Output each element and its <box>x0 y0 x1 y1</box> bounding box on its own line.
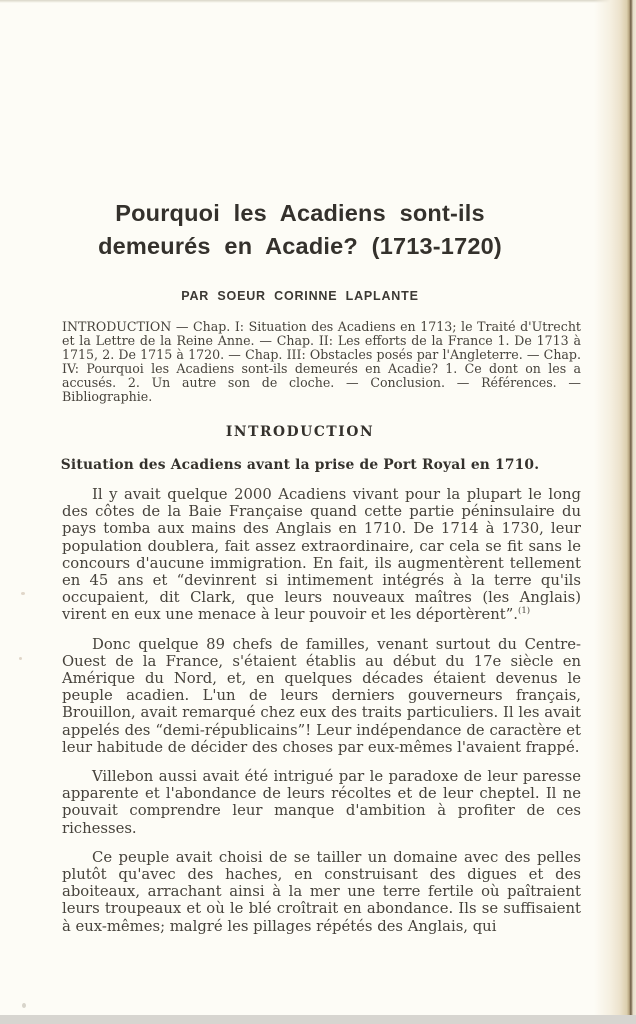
author-byline: PAR SOEUR CORINNE LAPLANTE <box>181 289 419 303</box>
footnote-marker: (1) <box>518 606 531 617</box>
paragraph-text: Il y avait quelque 2000 Acadiens vivant pour la plupart le long des côtes de la Baie Française quand cette partie péninsulaire du pays tomba aux mains des Anglais en 1710. De 1714 à 1730, leur population doublera, fait assez extraordinaire, car cela se fit sans le concours d'aucune immigration. En fait, ils augmentèrent tellement en 45 ans et “devinrent si intimement intégrés à la terre qu'ils occupaient, dit Clark, que leurs nouveaux maîtres (les Anglais) virent en eux une menace à leur pouvoir et les déportèrent”. <box>62 486 581 624</box>
scan-bottom-edge <box>0 1015 636 1024</box>
chapter-summary: INTRODUCTION — Chap. I: Situation des Acadiens en 1713; le Traité d'Utrecht et la Lettre de la Reine Anne. — Chap. II: Les efforts de la France 1. De 1713 à 1715, 2. De 1715 à 1720. — Chap. III: Obstacles posés par l'Angleterre. — Chap. IV: Pourquoi les Acadiens sont-ils demeurés en Acadie? 1. Ce dont on les a accusés. 2. Un autre son de cloche. — Conclusion. — Références. — Bibliographie. <box>62 319 581 404</box>
scan-artifact <box>21 592 25 595</box>
page-title-line2: demeurés en Acadie? (1713-1720) <box>98 233 502 259</box>
paragraph-text: Donc quelque 89 chefs de familles, venant surtout du Centre-Ouest de la France, s'étaient établis au début du 17e siècle en Amérique du Nord, et, en quelques décades étaient devenus le peuple acadien. L'un de leurs derniers gouverneurs français, Brouillon, avait remarqué chez eux des traits particuliers. Il les avait appelés des “demi-républicains”! Leur indépendance de caractère et leur habitude de décider des choses par eux-mêmes l'avaient frappé. <box>62 635 581 756</box>
article-body <box>62 486 581 947</box>
paragraph-text: Villebon aussi avait été intrigué par le paradoxe de leur paresse apparente et l'abondance de leurs récoltes et de leur cheptel. Il ne pouvait comprendre leur manque d'ambition à profiter de ces richesses. <box>62 768 581 837</box>
subsection-heading: Situation des Acadiens avant la prise de Port Royal en 1710. <box>60 457 540 473</box>
paragraph <box>62 486 581 624</box>
page-title <box>0 197 600 263</box>
paragraph-text: Ce peuple avait choisi de se tailler un domaine avec des pelles plutôt qu'avec des haches, en construisant des digues et des aboiteaux, arrachant ainsi à la mer une terre fertile où paîtraient leurs troupeaux et où le blé croîtrait en abondance. Ils se suffisaient à eux-mêmes; malgré les pillages répétés des Anglais, qui <box>62 848 581 935</box>
scan-artifact <box>22 1003 26 1008</box>
paragraph <box>62 768 581 837</box>
scan-top-edge <box>0 0 636 3</box>
section-heading: INTRODUCTION <box>225 424 375 440</box>
paragraph <box>62 849 581 935</box>
page-title-line1: Pourquoi les Acadiens sont-ils <box>115 200 485 226</box>
paragraph <box>62 636 581 756</box>
scan-artifact <box>19 657 22 660</box>
scan-page-edge <box>594 0 636 1024</box>
